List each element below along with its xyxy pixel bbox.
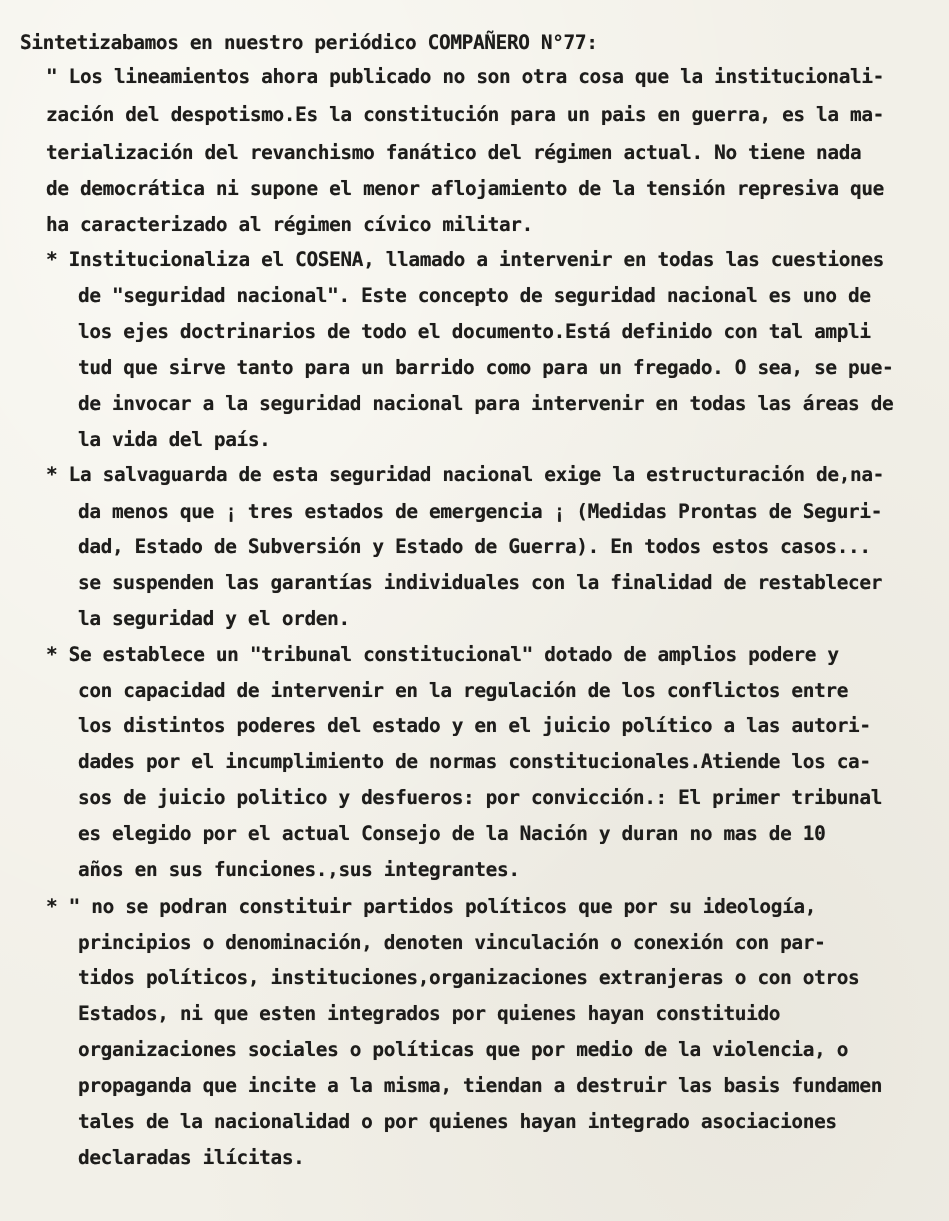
text-line: tidos políticos, instituciones,organizaciones extranjeras o con otros	[78, 966, 860, 989]
text-line: tales de la nacionalidad o por quienes hayan integrado asociaciones	[78, 1110, 837, 1133]
text-line: * La salvaguarda de esta seguridad nacional exige la estructuración de,na-	[46, 463, 884, 486]
text-line: dad, Estado de Subversión y Estado de Guerra). En todos estos casos...	[78, 535, 871, 558]
text-line: declaradas ilícitas.	[78, 1146, 305, 1169]
text-line: terialización del revanchismo fanático del régimen actual. No tiene nada	[46, 141, 862, 164]
text-line: es elegido por el actual Consejo de la Nación y duran no mas de 10	[78, 822, 826, 845]
text-line: * " no se podran constituir partidos políticos que por su ideología,	[46, 895, 817, 918]
text-line: principios o denominación, denoten vinculación o conexión con par-	[78, 931, 826, 954]
text-line: de invocar a la seguridad nacional para intervenir en todas las áreas de	[78, 392, 894, 415]
text-line: Estados, ni que esten integrados por quienes hayan constituido	[78, 1002, 781, 1025]
text-line: Sintetizabamos en nuestro periódico COMPAÑERO N°77:	[20, 31, 598, 54]
text-line: " Los lineamientos ahora publicado no son otra cosa que la institucionali-	[46, 65, 884, 88]
text-line: ha caracterizado al régimen cívico militar.	[46, 213, 533, 236]
text-line: años en sus funciones.,sus integrantes.	[78, 858, 520, 881]
text-line: da menos que ¡ tres estados de emergencia ¡ (Medidas Prontas de Seguri-	[78, 500, 883, 523]
text-line: * Institucionaliza el COSENA, llamado a intervenir en todas las cuestiones	[46, 248, 884, 271]
text-line: la seguridad y el orden.	[78, 607, 350, 630]
text-line: los ejes doctrinarios de todo el documento.Está definido con tal ampli	[78, 320, 871, 343]
text-line: dades por el incumplimiento de normas constitucionales.Atiende los ca-	[78, 750, 871, 773]
text-line: de "seguridad nacional". Este concepto de seguridad nacional es uno de	[78, 284, 871, 307]
text-line: organizaciones sociales o políticas que por medio de la violencia, o	[78, 1038, 849, 1061]
text-line: sos de juicio politico y desfueros: por convicción.: El primer tribunal	[78, 786, 883, 809]
text-line: la vida del país.	[78, 428, 271, 451]
text-line: se suspenden las garantías individuales con la finalidad de restablecer	[78, 571, 883, 594]
text-line: tud que sirve tanto para un barrido como para un fregado. O sea, se pue-	[78, 356, 894, 379]
text-line: propaganda que incite a la misma, tiendan a destruir las basis fundamen	[78, 1074, 883, 1097]
text-line: * Se establece un "tribunal constitucional" dotado de amplios podere y	[46, 643, 839, 666]
text-line: de democrática ni supone el menor aflojamiento de la tensión represiva que	[46, 177, 884, 200]
text-line: zación del despotismo.Es la constitución para un pais en guerra, es la ma-	[46, 103, 884, 126]
text-line: con capacidad de intervenir en la regulación de los conflictos entre	[78, 679, 849, 702]
text-line: los distintos poderes del estado y en el juicio político a las autori-	[78, 714, 871, 737]
